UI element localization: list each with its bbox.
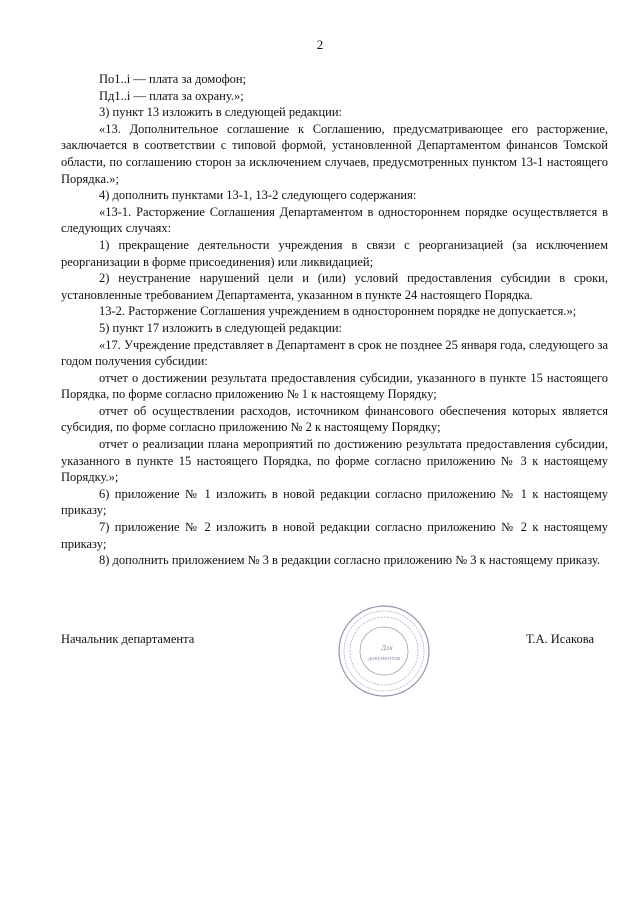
paragraph-item-5: 5) пункт 17 изложить в следующей редакции: (99, 320, 342, 335)
document-body (61, 71, 608, 569)
signature-position: Начальник департамента (61, 632, 195, 646)
paragraph-item-7: 7) приложение № 2 изложить в новой редакции согласно приложению № 2 к настоящему приказу; (61, 520, 608, 551)
paragraph-case-2: 2) неустранение нарушений цели и (или) условий предоставления субсидии в сроки, установленные требованием Департамента, указанном в пункте 24 настоящего Порядка. (61, 271, 608, 302)
paragraph-report-3: отчет о реализации плана мероприятий по достижению результата предоставления субсидии, указанного в пункте 15 настоящего Порядка, по форме согласно приложению № 3 к настоящему Порядку.»; (61, 437, 608, 485)
paragraph-case-1: 1) прекращение деятельности учреждения в связи с реорганизацией (за исключением реорганизации в форме присоединения) или ликвидацией; (61, 237, 608, 269)
page-number: 2 (316, 37, 324, 52)
official-stamp (337, 604, 431, 698)
signature-name: Т.А. Исакова (525, 632, 594, 646)
paragraph-report-2: отчет об осуществлении расходов, источником финансового обеспечения которых является субсидия, по форме согласно приложению № 2 к настоящему Порядку; (61, 403, 608, 435)
paragraph-item-8: 8) дополнить приложением № 3 в редакции согласно приложению № 3 к настоящему приказу. (99, 553, 601, 568)
paragraph-item-4: 4) дополнить пунктами 13-1, 13-2 следующего содержания: (99, 188, 417, 203)
svg-text:Для: Для (381, 643, 393, 652)
svg-text:документов: документов (367, 655, 401, 662)
paragraph-clause-17: «17. Учреждение представляет в Департамент в срок не позднее 25 января года, следующего за годом получения субсидии: (61, 337, 608, 369)
paragraph-report-1: отчет о достижении результата предоставления субсидии, указанного в пункте 15 настоящего Порядка, по форме согласно приложению № 1 к настоящему Порядку; (61, 370, 608, 402)
paragraph-item-6: 6) приложение № 1 изложить в новой редакции согласно приложению № 1 к настоящему приказу; (61, 486, 608, 518)
paragraph-clause-13-2: 13-2. Расторжение Соглашения учреждением в одностороннем порядке не допускается.»; (99, 304, 577, 319)
paragraph-item-3: 3) пункт 13 изложить в следующей редакции: (99, 105, 342, 120)
paragraph-pd: Пд1..i — плата за охрану.»; (99, 88, 244, 103)
paragraph-clause-13-1: «13-1. Расторжение Соглашения Департаментом в одностороннем порядке осуществляется в следующих случаях: (61, 204, 608, 236)
paragraph-clause-13: «13. Дополнительное соглашение к Соглашению, предусматривающее его расторжение, заключается в соответствии с типовой формой, установленной Департаментом финансов Томской области, по соглашению сторон за исключением случаев, предусмотренных пунктом 13-1 настоящего Порядка.»; (61, 121, 608, 186)
paragraph-po: По1..i — плата за домофон; (99, 72, 247, 86)
